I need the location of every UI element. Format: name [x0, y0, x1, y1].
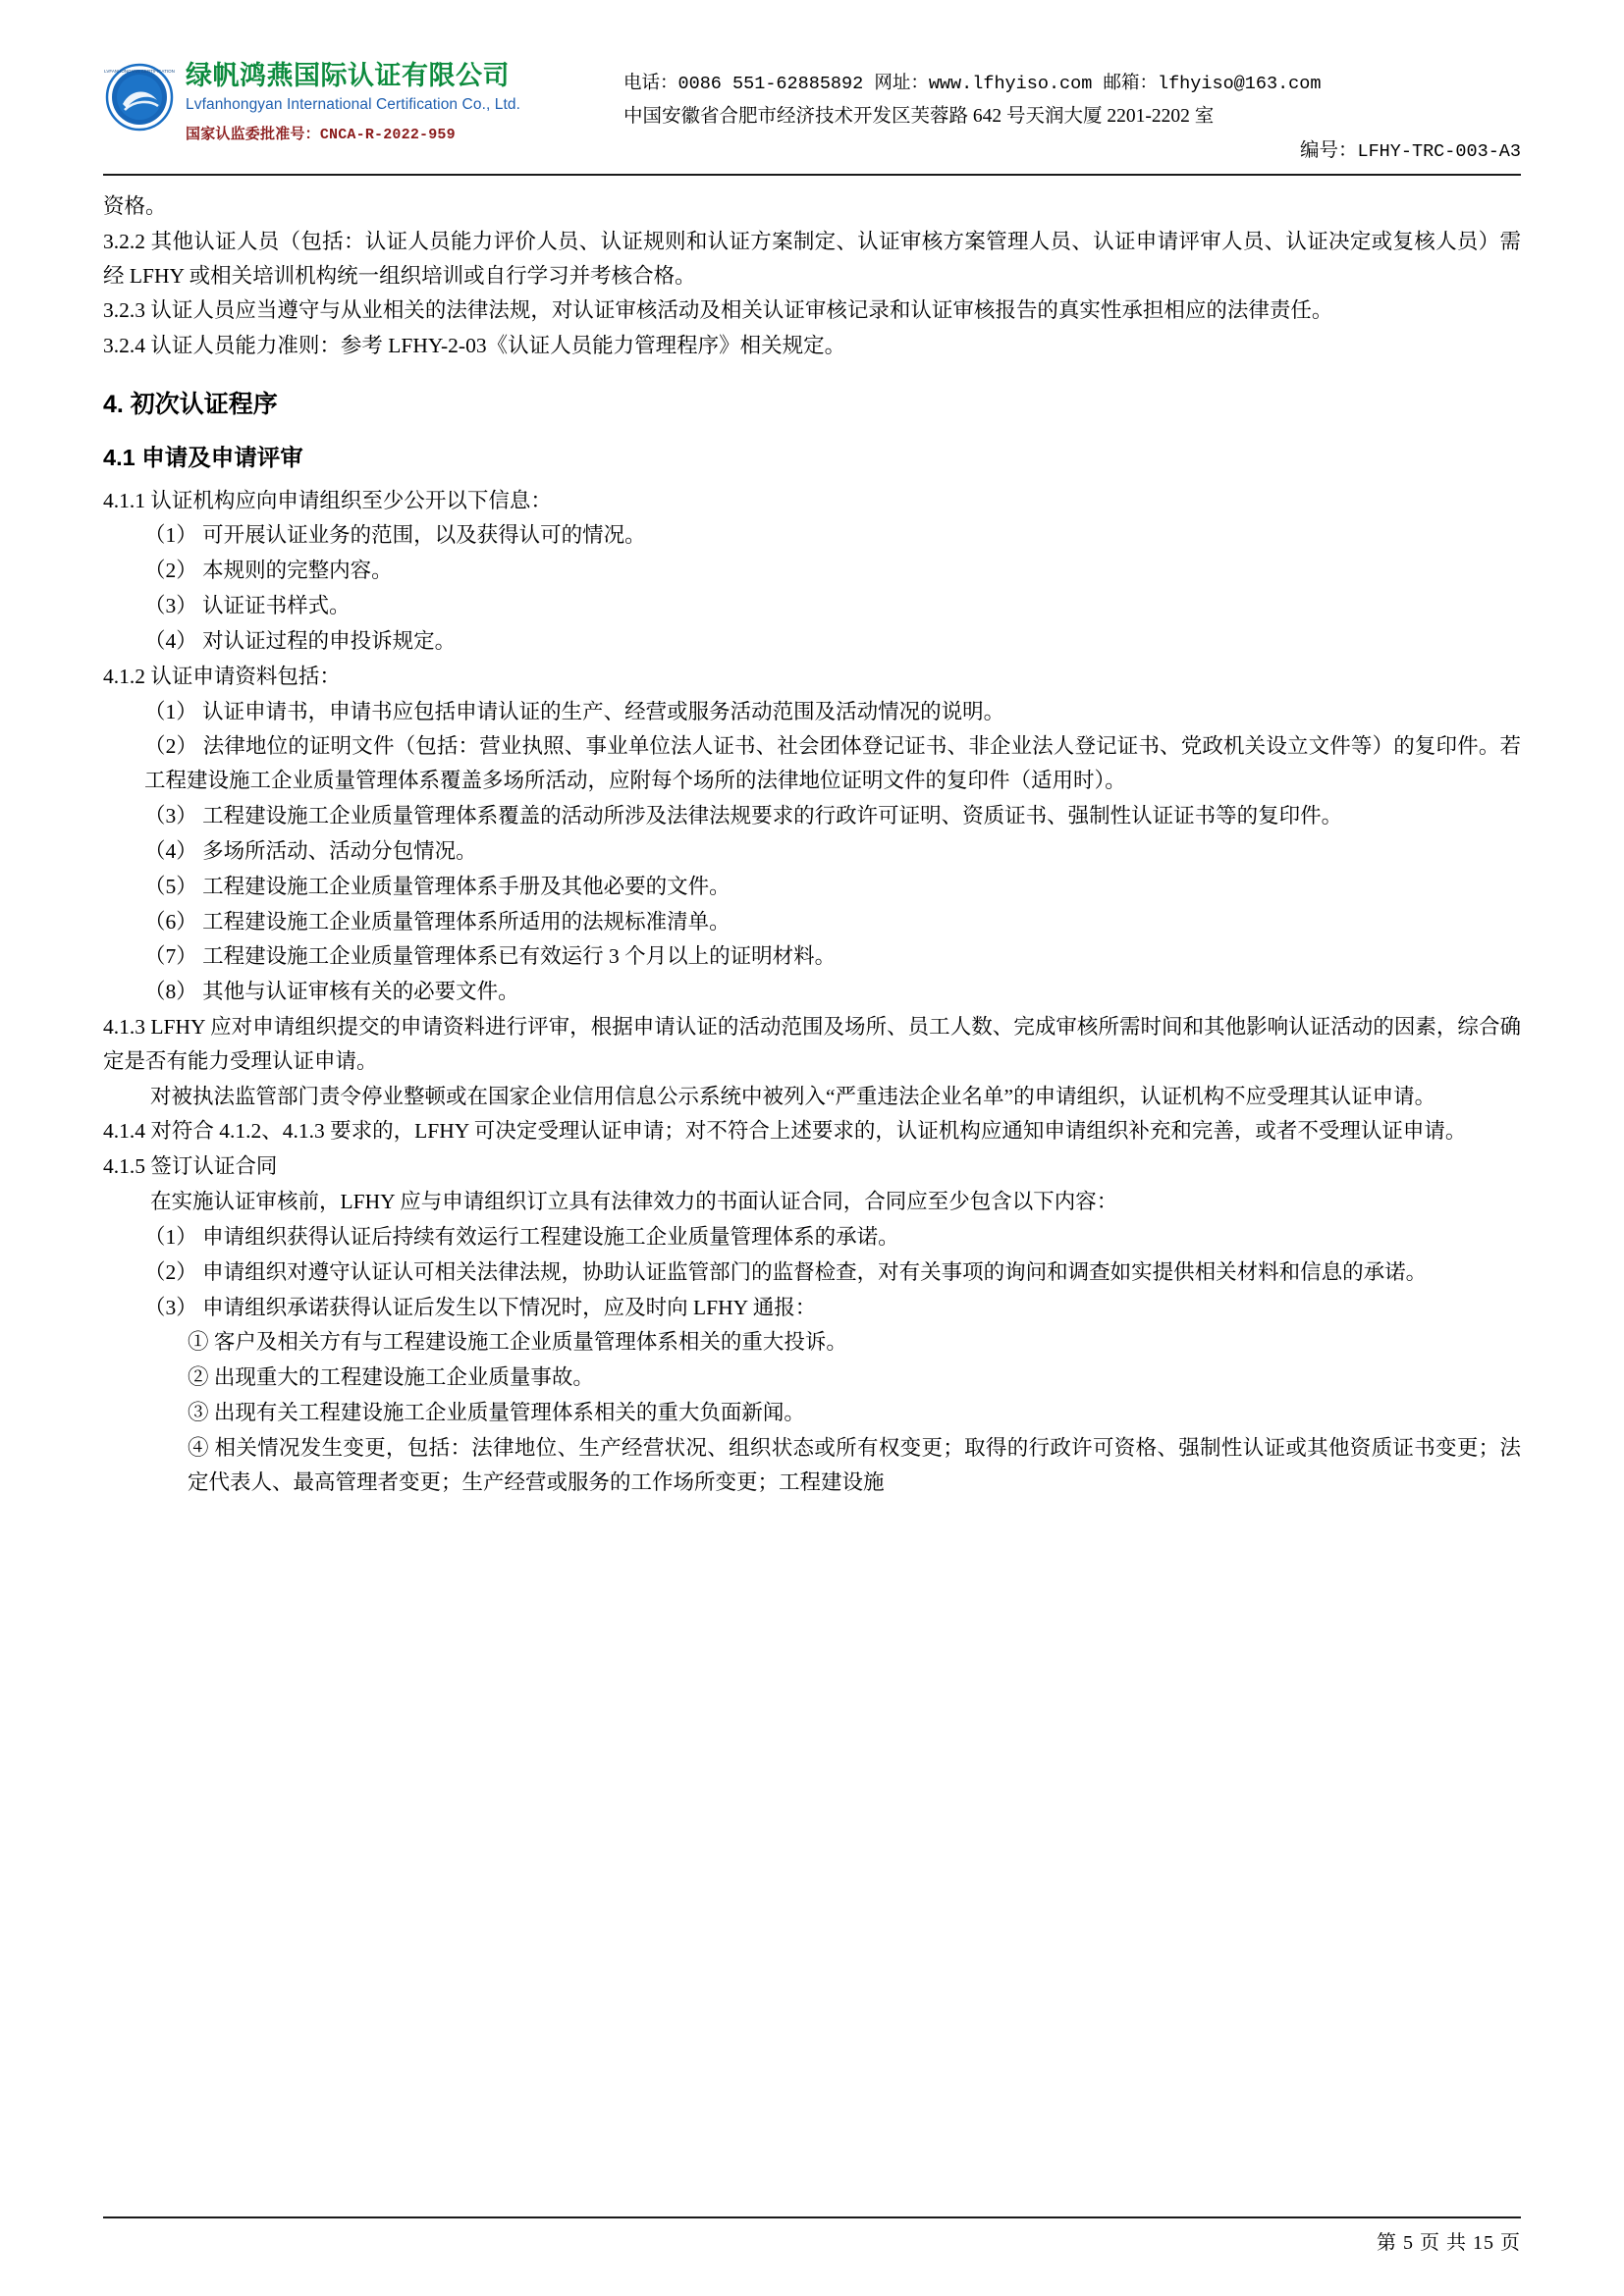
- company-name-en: Lvfanhongyan International Certification Co., Ltd.: [186, 96, 521, 114]
- clause-4-1-5-item-2: （2） 申请组织对遵守认证认可相关法律法规，协助认证监管部门的监督检查，对有关事项的询问和调查如实提供相关材料和信息的承诺。: [144, 1259, 1428, 1284]
- section-heading-4-1: 4.1 申请及申请评审: [103, 444, 303, 470]
- approval-code: CNCA-R-2022-959: [319, 126, 456, 143]
- clause-3-2-4: 3.2.4 认证人员能力准则：参考 LFHY-2-03《认证人员能力管理程序》相关规定。: [103, 334, 846, 358]
- clause-4-1-1-item-2: （2） 本规则的完整内容。: [144, 559, 393, 583]
- clause-4-1-5-item-3-sub-3: ③ 出现有关工程建设施工企业质量管理体系相关的重大负面新闻。: [188, 1401, 805, 1425]
- clause-4-1-5-item-3-sub-1: ① 客户及相关方有与工程建设施工企业质量管理体系相关的重大投诉。: [188, 1330, 847, 1355]
- clause-3-2-2: 3.2.2 其他认证人员（包括：认证人员能力评价人员、认证规则和认证方案制定、认证审核方案管理人员、认证申请评审人员、认证决定或复核人员）需经 LFHY 或相关培训机构统一组织培训或自行学习并考核合格。: [103, 229, 1521, 288]
- clause-3-2-3: 3.2.3 认证人员应当遵守与从业相关的法律法规，对认证审核活动及相关认证审核记录和认证审核报告的真实性承担相应的法律责任。: [103, 298, 1333, 323]
- clause-4-1-2-item-4: （4） 多场所活动、活动分包情况。: [144, 838, 477, 863]
- clause-4-1-2-item-8: （8） 其他与认证审核有关的必要文件。: [144, 980, 519, 1004]
- clause-4-1-1-item-1: （1） 可开展认证业务的范围，以及获得认可的情况。: [144, 523, 646, 548]
- clause-4-1-3-continued: 对被执法监管部门责令停业整顿或在国家企业信用信息公示系统中被列入“严重违法企业名单”的申请组织，认证机构不应受理其认证申请。: [150, 1084, 1436, 1108]
- clause-4-1-2-item-2: （2） 法律地位的证明文件（包括：营业执照、事业单位法人证书、社会团体登记证书、非企业法人登记证书、党政机关设立文件等）的复印件。若工程建设施工企业质量管理体系覆盖多场所活动，应附每个场所的法律地位证明文件的复印件（适用时）。: [144, 734, 1521, 793]
- clause-4-1-1-item-3: （3） 认证证书样式。: [144, 594, 351, 618]
- approval-label: 国家认监委批准号：: [186, 125, 320, 142]
- clause-4-1-2-item-1: （1） 认证申请书，申请书应包括申请认证的生产、经营或服务活动范围及活动情况的说明。: [144, 699, 1005, 723]
- clause-4-1-2: 4.1.2 认证申请资料包括：: [103, 664, 341, 688]
- header-contact-block: [614, 59, 1521, 168]
- clause-4-1-1: 4.1.1 认证机构应向申请组织至少公开以下信息：: [103, 488, 552, 512]
- document-number-value: LFHY-TRC-003-A3: [1357, 140, 1521, 162]
- clause-4-1-2-item-6: （6） 工程建设施工企业质量管理体系所适用的法规标准清单。: [144, 909, 731, 934]
- clause-4-1-2-item-7: （7） 工程建设施工企业质量管理体系已有效运行 3 个月以上的证明材料。: [144, 944, 837, 969]
- clause-4-1-3: 4.1.3 LFHY 应对申请组织提交的申请资料进行评审，根据申请认证的活动范围及场所、员工人数、完成审核所需时间和其他影响认证活动的因素，综合确定是否有能力受理认证申请。: [103, 1015, 1521, 1073]
- clause-4-1-5: 4.1.5 签订认证合同: [103, 1154, 278, 1179]
- clause-4-1-5-intro: 在实施认证审核前，LFHY 应与申请组织订立具有法律效力的书面认证合同，合同应至少包含以下内容：: [150, 1190, 1118, 1214]
- clause-4-1-5-item-3-sub-2: ② 出现重大的工程建设施工企业质量事故。: [188, 1365, 594, 1390]
- page-footer: [103, 2216, 1521, 2255]
- company-brand: [103, 59, 614, 143]
- clause-4-1-1-item-4: （4） 对认证过程的申投诉规定。: [144, 628, 457, 653]
- clause-4-1-2-item-3: （3） 工程建设施工企业质量管理体系覆盖的活动所涉及法律法规要求的行政许可证明、资质证书、强制性认证证书等的复印件。: [144, 804, 1343, 828]
- contact-line: 电话：0086 551-62885892 网址：www.lfhyiso.com 邮箱：lfhyiso@163.com: [623, 74, 1322, 94]
- page-header: [103, 59, 1521, 176]
- page-number: 第 5 页 共 15 页: [1377, 2232, 1521, 2254]
- address-line: 中国安徽省合肥市经济技术开发区芙蓉路 642 号天润大厦 2201-2202 室: [623, 106, 1215, 128]
- document-number-line: [623, 134, 1521, 168]
- svg-text:LVFANHONGYAN CERTIFICATION: LVFANHONGYAN CERTIFICATION: [104, 69, 175, 74]
- brand-text-block: [186, 59, 520, 143]
- clause-4-1-5-item-1: （1） 申请组织获得认证后持续有效运行工程建设施工企业质量管理体系的承诺。: [144, 1224, 899, 1249]
- clause-4-1-2-item-5: （5） 工程建设施工企业质量管理体系手册及其他必要的文件。: [144, 874, 731, 898]
- paragraph-continuation: 资格。: [103, 193, 167, 218]
- clause-4-1-5-item-3-sub-4: ④ 相关情况发生变更，包括：法律地位、生产经营状况、组织状态或所有权变更；取得的行政许可资格、强制性认证或其他资质证书变更；法定代表人、最高管理者变更；生产经营或服务的工作场所变更；工程建设施: [188, 1435, 1521, 1494]
- document-number-label: 编号：: [1299, 139, 1358, 161]
- company-logo-icon: [103, 61, 176, 133]
- clause-4-1-5-item-3: （3） 申请组织承诺获得认证后发生以下情况时，应及时向 LFHY 通报：: [144, 1295, 817, 1319]
- company-name-cn: 绿帆鸿燕国际认证有限公司: [186, 61, 510, 90]
- document-content: [103, 189, 1521, 1500]
- clause-4-1-4: 4.1.4 对符合 4.1.2、4.1.3 要求的，LFHY 可决定受理认证申请；对不符合上述要求的，认证机构应通知申请组织补充和完善，或者不受理认证申请。: [103, 1119, 1467, 1144]
- approval-number: [186, 123, 520, 143]
- section-heading-4: 4. 初次认证程序: [103, 391, 278, 419]
